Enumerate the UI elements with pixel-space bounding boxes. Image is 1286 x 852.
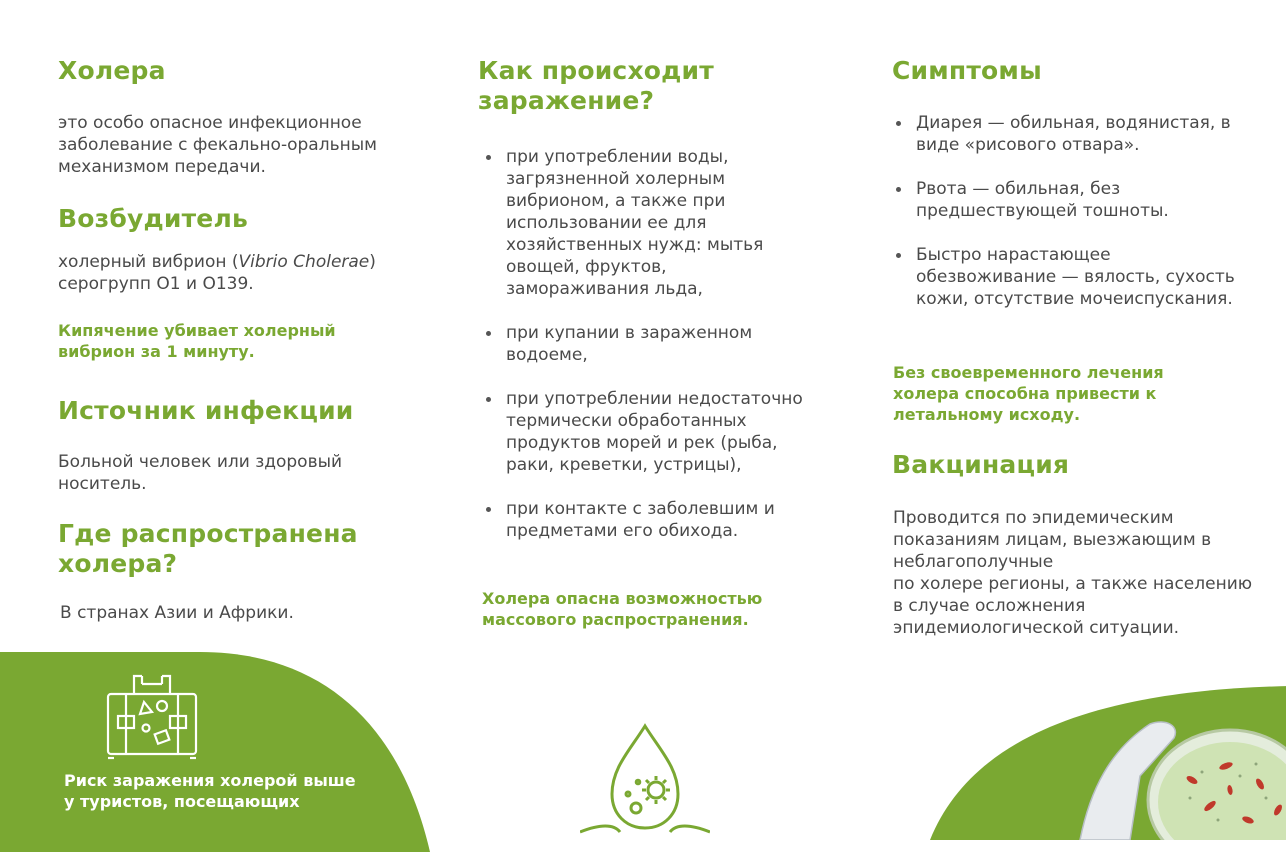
- agent-text-pre: холерный вибрион (: [58, 252, 239, 272]
- vaccination-text: [893, 507, 1253, 639]
- symptoms-title: Симптомы: [892, 56, 1042, 85]
- vaccination-text-line2: по холере регионы, а также населению в случае осложнения эпидемиологической ситуации.: [893, 574, 1253, 638]
- water-drop-icon: [580, 720, 710, 836]
- infection-bullet-3: при употреблении недостаточно термически обработанных продуктов морей и рек (рыба, раки, креветки, устрицы),: [478, 388, 826, 476]
- agent-text-post: ) серогрупп О1 и О139.: [58, 252, 376, 294]
- infection-bullet-4: при контакте с заболевшим и предметами его обихода.: [478, 498, 826, 542]
- vaccination-text-line1: Проводится по эпидемическим показаниям лицам, выезжающим в неблагополучные: [893, 508, 1212, 572]
- symptom-bullet-3: Быстро нарастающее обезвоживание — вялость, сухость кожи, отсутствие мочеиспускания.: [888, 244, 1236, 310]
- risk-text: Риск заражения холерой выше у туристов, посещающих: [64, 771, 356, 811]
- infection-title: Как происходит заражение?: [478, 56, 714, 115]
- cholera-definition: это особо опасное инфекционное заболевание с фекально-оральным механизмом передачи.: [58, 113, 377, 177]
- lethal-note: Без своевременного лечения холера способна привести к летальному исходу.: [893, 363, 1164, 424]
- source-title: Источник инфекции: [58, 396, 354, 425]
- agent-latin-name: Vibrio Cholerae: [238, 252, 370, 272]
- suitcase-icon: [104, 668, 200, 760]
- where-text: В странах Азии и Африки.: [60, 603, 294, 623]
- vaccination-title: Вакцинация: [892, 450, 1070, 479]
- petri-dish-illustration: [930, 680, 1286, 840]
- infection-bullet-1: при употреблении воды, загрязненной холерным вибрионом, а также при использовании ее для хозяйственных нужд: мытья овощей, фруктов, замораживания льда,: [478, 146, 806, 300]
- source-text: Больной человек или здоровый носитель.: [58, 452, 343, 494]
- symptom-bullet-1: Диарея — обильная, водянистая, в виде «рисового отвара».: [888, 112, 1266, 156]
- danger-note: Холера опасна возможностью массового распространения.: [482, 589, 763, 629]
- green-panel-left: [0, 652, 430, 852]
- cholera-title: Холера: [58, 56, 166, 85]
- agent-text: [58, 251, 418, 295]
- agent-title: Возбудитель: [58, 204, 248, 233]
- symptom-bullet-2: Рвота — обильная, без предшествующей тошноты.: [888, 178, 1236, 222]
- boil-note: Кипячение убивает холерный вибрион за 1 минуту.: [58, 321, 336, 361]
- infection-bullet-2: при купании в зараженном водоеме,: [478, 322, 806, 366]
- where-title: Где распространена холера?: [58, 519, 358, 578]
